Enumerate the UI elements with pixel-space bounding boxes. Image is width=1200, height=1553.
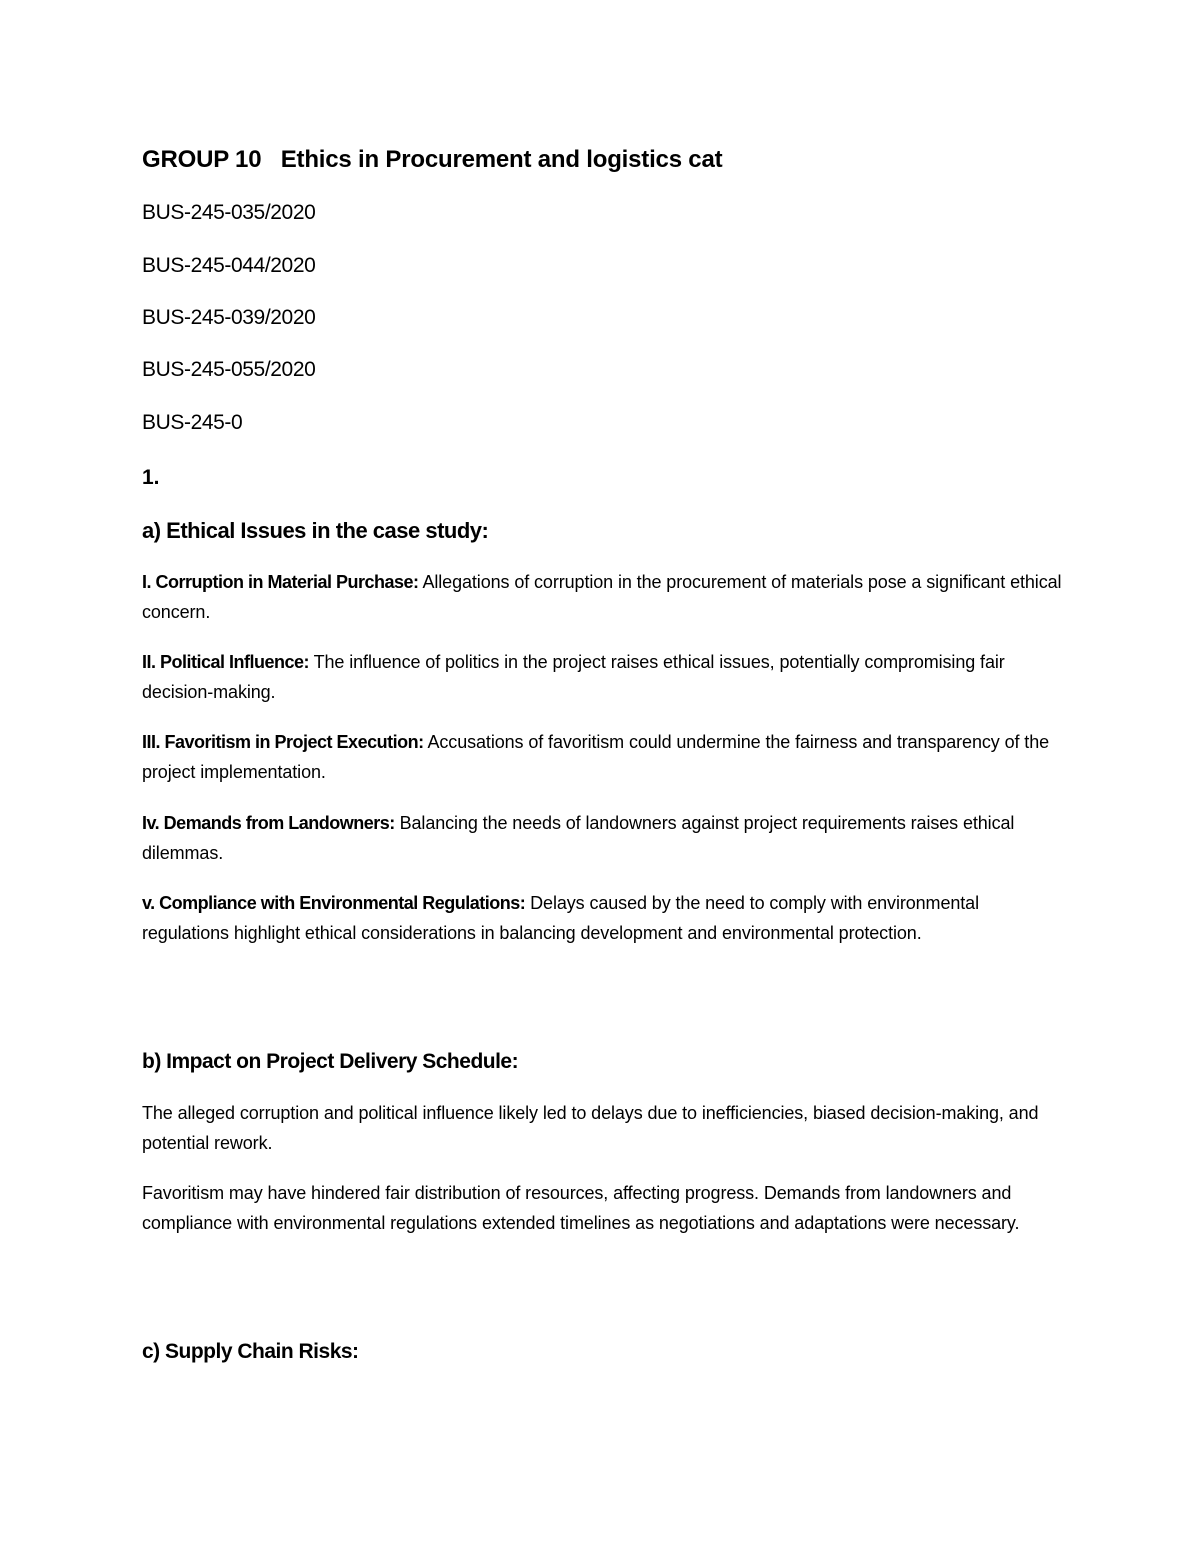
ethical-issue-text: Delays caused by the need to comply with environmental regulations highlight ethical considerations in balancing development and environmental protection. (142, 893, 979, 943)
section-c-heading: c) Supply Chain Risks: (142, 1340, 359, 1363)
ethical-issue-item (142, 567, 1062, 627)
document-title: GROUP 10 Ethics in Procurement and logistics cat (142, 146, 723, 173)
ethical-issue-label: III. Favoritism in Project Execution: (142, 732, 424, 752)
ethical-issue-label: Iv. Demands from Landowners: (142, 813, 395, 833)
ethical-issue-item (142, 727, 1062, 787)
registration-number: BUS-245-0 (142, 411, 243, 434)
registration-number: BUS-245-039/2020 (142, 306, 316, 329)
question-number: 1. (142, 466, 160, 489)
ethical-issue-text: Allegations of corruption in the procurement of materials pose a significant ethical concern. (142, 572, 1062, 622)
registration-number: BUS-245-035/2020 (142, 201, 316, 224)
section-b-paragraph: The alleged corruption and political influence likely led to delays due to inefficiencies, biased decision-making, and potential rework. (142, 1103, 1039, 1153)
section-a-heading: a) Ethical Issues in the case study: (142, 518, 489, 543)
ethical-issue-text: Accusations of favoritism could undermine the fairness and transparency of the project implementation. (142, 732, 1050, 782)
ethical-issue-item (142, 888, 1062, 948)
ethical-issue-text: The influence of politics in the project raises ethical issues, potentially compromising fair decision-making. (142, 652, 1005, 702)
ethical-issue-item (142, 647, 1062, 707)
section-b-heading: b) Impact on Project Delivery Schedule: (142, 1050, 519, 1073)
ethical-issue-text: Balancing the needs of landowners against project requirements raises ethical dilemmas. (142, 813, 1015, 863)
registration-number: BUS-245-055/2020 (142, 358, 316, 381)
ethical-issue-label: v. Compliance with Environmental Regulations: (142, 893, 526, 913)
ethical-issue-item (142, 808, 1062, 868)
section-b-paragraph: Favoritism may have hindered fair distribution of resources, affecting progress. Demands from landowners and compliance with environmental regulations extended timelines as negotiations and adaptations were necessary. (142, 1183, 1020, 1233)
ethical-issue-label: I. Corruption in Material Purchase: (142, 572, 419, 592)
ethical-issue-label: II. Political Influence: (142, 652, 310, 672)
registration-number: BUS-245-044/2020 (142, 254, 316, 277)
